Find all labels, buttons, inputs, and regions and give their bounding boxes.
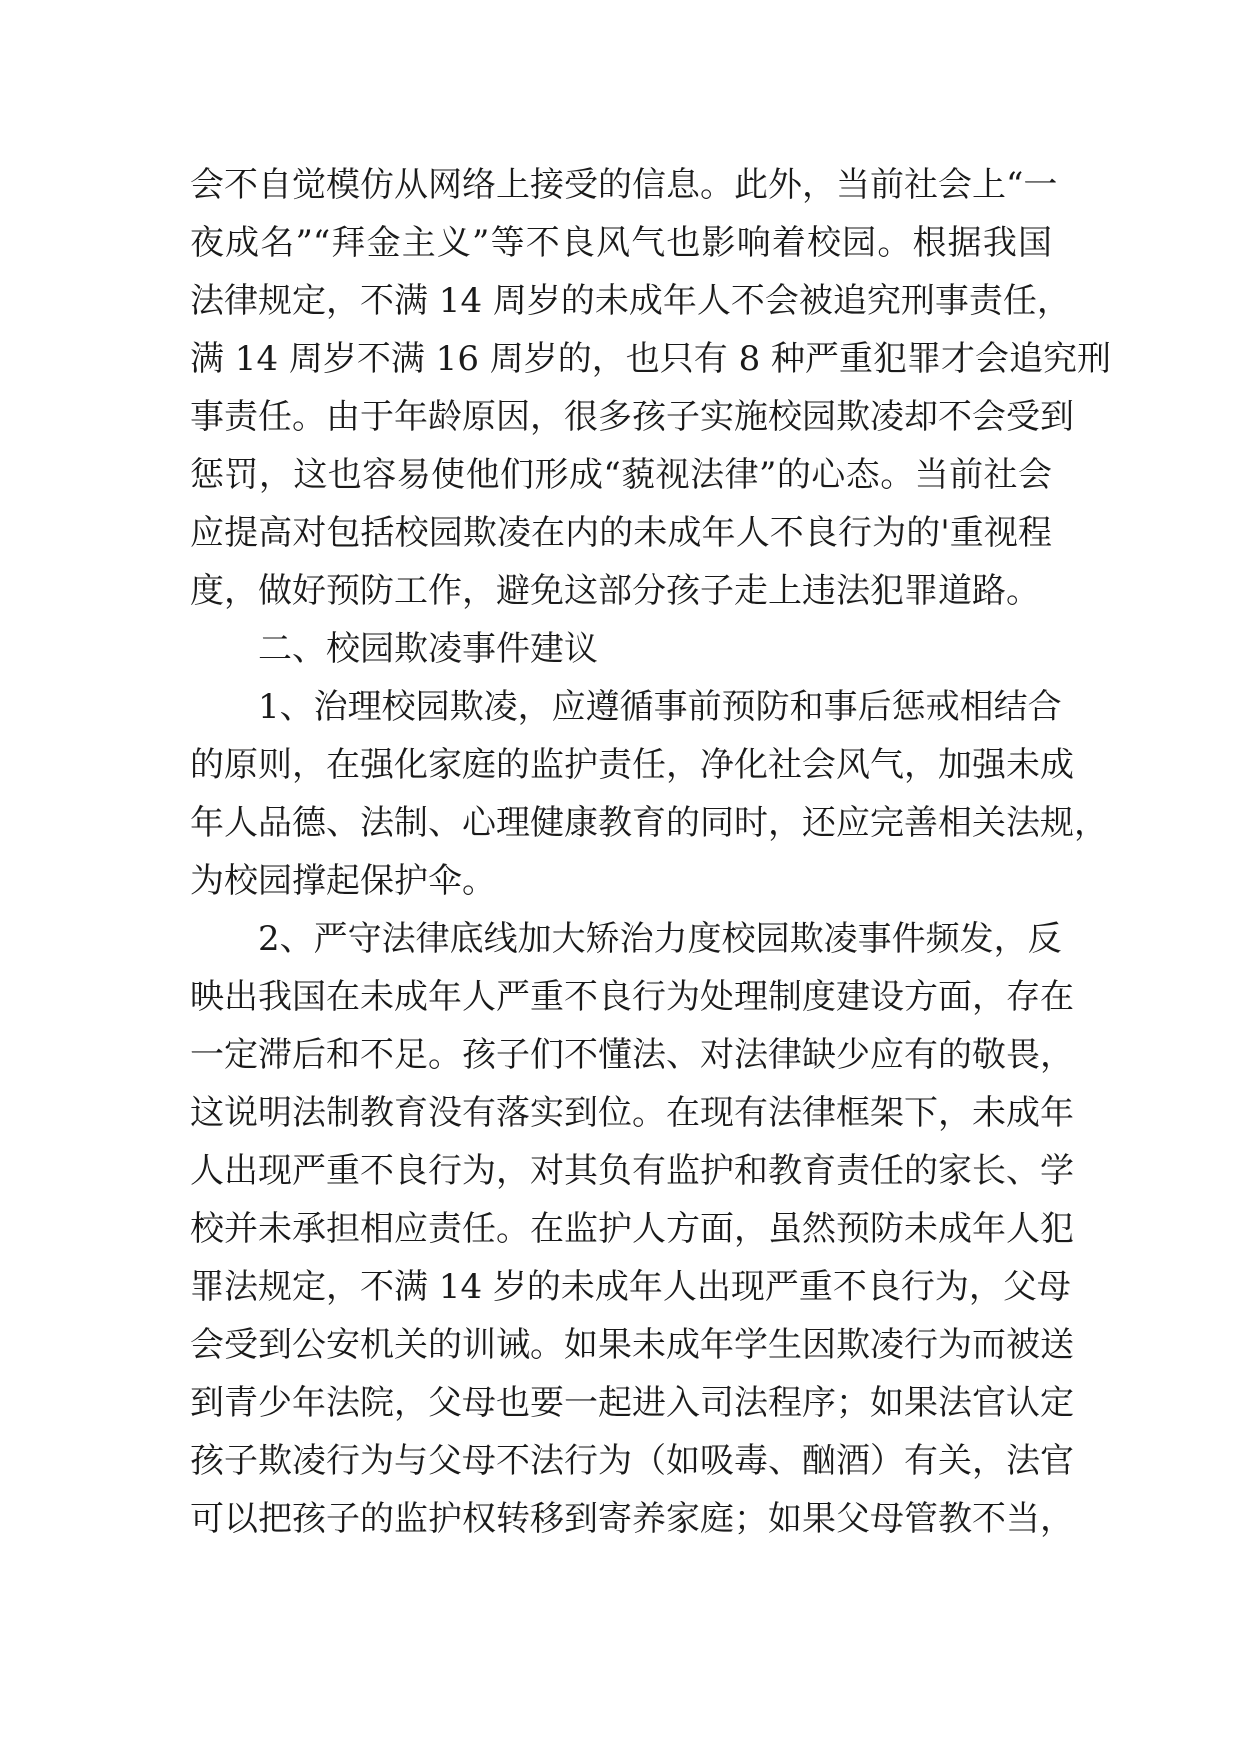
text-line: 法律规定，不满 14 周岁的未成年人不会被追究刑事责任， xyxy=(190,281,1071,321)
text-line: 1、治理校园欺凌，应遵循事前预防和事后惩戒相结合 xyxy=(258,687,1062,727)
text-line: 校并未承担相应责任。在监护人方面，虽然预防未成年人犯 xyxy=(190,1209,1074,1249)
text-line: 2、严守法律底线加大矫治力度校园欺凌事件频发，反 xyxy=(258,919,1062,959)
text-line: 满 14 周岁不满 16 周岁的，也只有 8 种严重犯罪才会追究刑 xyxy=(190,339,1112,379)
text-line: 到青少年法院，父母也要一起进入司法程序；如果法官认定 xyxy=(190,1383,1074,1423)
text-line: 会受到公安机关的训诫。如果未成年学生因欺凌行为而被送 xyxy=(190,1325,1074,1365)
section-heading: 二、校园欺凌事件建议 xyxy=(258,629,598,669)
text-line: 的原则，在强化家庭的监护责任，净化社会风气，加强未成 xyxy=(190,745,1074,785)
text-line: 罪法规定，不满 14 岁的未成年人出现严重不良行为，父母 xyxy=(190,1267,1071,1307)
text-line: 可以把孩子的监护权转移到寄养家庭；如果父母管教不当， xyxy=(190,1499,1074,1539)
text-line: 一定滞后和不足。孩子们不懂法、对法律缺少应有的敬畏， xyxy=(190,1035,1074,1075)
text-line: 人出现严重不良行为，对其负有监护和教育责任的家长、学 xyxy=(190,1151,1074,1191)
text-line: 年人品德、法制、心理健康教育的同时，还应完善相关法规， xyxy=(190,803,1108,843)
text-line: 惩罚，这也容易使他们形成“藐视法律”的心态。当前社会 xyxy=(190,455,1052,495)
text-line: 夜成名”“拜金主义”等不良风气也影响着校园。根据我国 xyxy=(190,223,1052,263)
text-line: 会不自觉模仿从网络上接受的信息。此外，当前社会上“一 xyxy=(190,165,1058,205)
text-line: 这说明法制教育没有落实到位。在现有法律框架下，未成年 xyxy=(190,1093,1074,1133)
text-line: 事责任。由于年龄原因，很多孩子实施校园欺凌却不会受到 xyxy=(190,397,1074,437)
text-line: 度，做好预防工作，避免这部分孩子走上违法犯罪道路。 xyxy=(190,571,1040,611)
text-line: 为校园撑起保护伞。 xyxy=(190,861,496,901)
text-line: 应提高对包括校园欺凌在内的未成年人不良行为的'重视程 xyxy=(190,513,1052,553)
text-line: 映出我国在未成年人严重不良行为处理制度建设方面，存在 xyxy=(190,977,1074,1017)
text-line: 孩子欺凌行为与父母不法行为（如吸毒、酗酒）有关，法官 xyxy=(190,1441,1074,1481)
